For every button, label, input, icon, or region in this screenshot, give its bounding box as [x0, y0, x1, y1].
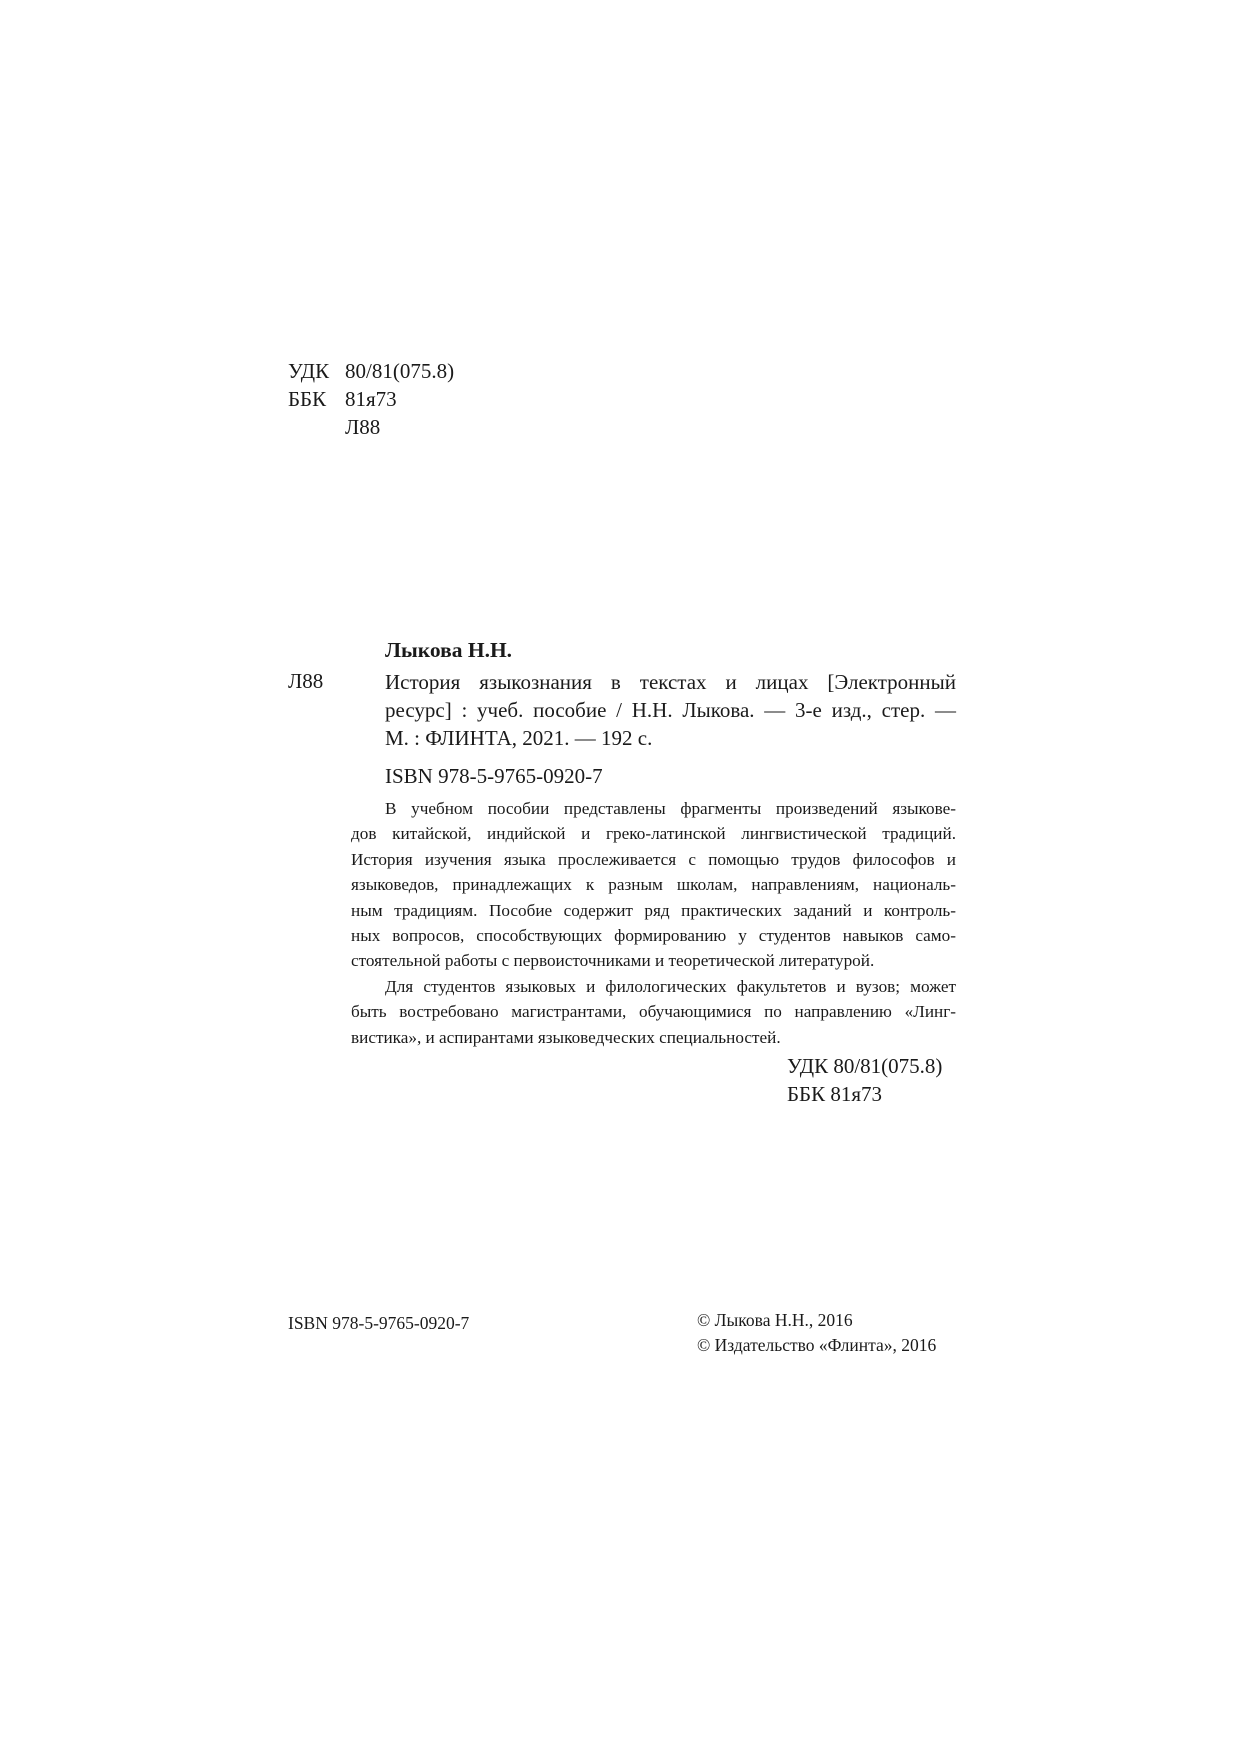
udk-label: УДК	[288, 359, 330, 383]
bbk-bottom: ББК 81я73	[787, 1082, 883, 1106]
abstract	[351, 796, 956, 1050]
side-author-code: Л88	[288, 669, 324, 693]
copyright-author: © Лыкова Н.Н., 2016	[697, 1310, 853, 1330]
record-line: История языкознания в текстах и лицах [Электронный	[385, 670, 956, 694]
abstract-line: ных вопросов, способствующих формированию у студентов навыков само-	[351, 926, 956, 946]
author-mark-row	[288, 413, 454, 441]
abstract-line: вистика», и аспирантами языковедческих специальностей.	[351, 1027, 781, 1047]
abstract-line: языковедов, принадлежащих к разным школам, направлениям, националь-	[351, 875, 956, 895]
isbn-main: ISBN 978-5-9765-0920-7	[385, 764, 603, 788]
bbk-label: ББК	[288, 387, 327, 411]
abstract-line: В учебном пособии представлены фрагменты произведений языкове-	[385, 799, 956, 818]
record-line: М. : ФЛИНТА, 2021. — 192 с.	[385, 726, 653, 750]
isbn-footer: ISBN 978-5-9765-0920-7	[288, 1313, 470, 1333]
abstract-line: Для студентов языковых и филологических факультетов и вузов; может	[385, 976, 956, 996]
author-heading: Лыкова Н.Н.	[385, 638, 513, 662]
copyright-publisher: © Издательство «Флинта», 2016	[697, 1335, 937, 1355]
classification-bottom	[787, 1052, 942, 1108]
bibliographic-record	[385, 668, 956, 752]
abstract-line: дов китайской, индийской и греко-латинской лингвистической традиций.	[351, 824, 956, 844]
abstract-line: стоятельной работы с первоисточниками и теоретической литературой.	[351, 951, 875, 971]
author-mark: Л88	[345, 415, 381, 439]
copyright-block	[697, 1308, 936, 1358]
abstract-line: ным традициям. Пособие содержит ряд практических заданий и контроль-	[351, 900, 956, 920]
bbk-value: 81я73	[345, 387, 397, 411]
udk-row	[288, 357, 454, 385]
abstract-line: быть востребовано магистрантами, обучающимися по направлению «Линг-	[351, 1002, 956, 1022]
classification-top	[288, 357, 454, 441]
udk-value: 80/81(075.8)	[345, 359, 455, 383]
bbk-row	[288, 385, 454, 413]
udk-bottom: УДК 80/81(075.8)	[787, 1054, 943, 1078]
abstract-line: История изучения языка прослеживается с помощью трудов философов и	[351, 849, 956, 869]
record-line: ресурс] : учеб. пособие / Н.Н. Лыкова. — 3-е изд., стер. —	[385, 698, 956, 722]
